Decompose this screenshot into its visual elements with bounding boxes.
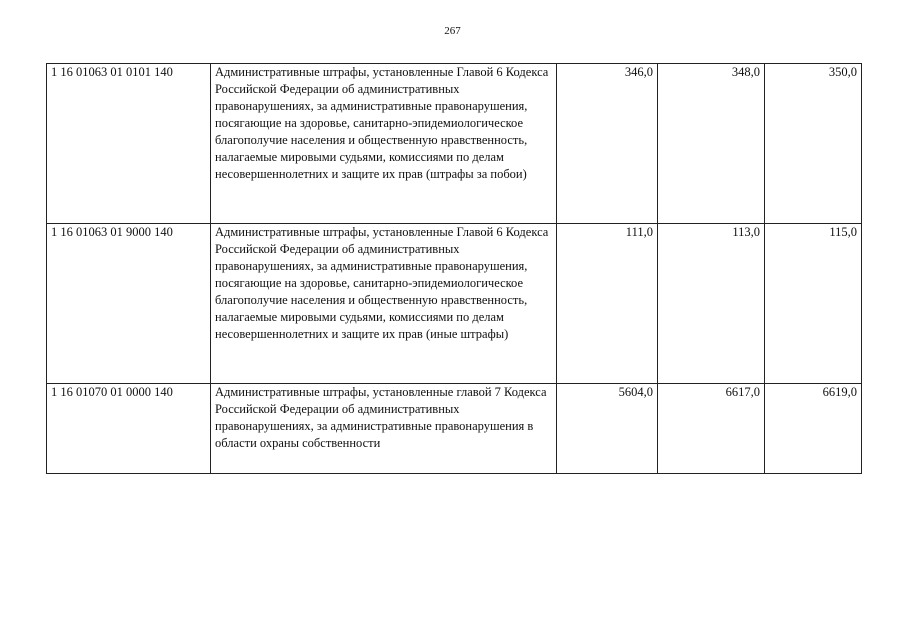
description-cell: Административные штрафы, установленные Главой 6 Кодекса Российской Федерации об административных правонарушениях, за административные правонарушения, посягающие на здоровье, санитарно-эпидемиологическое благополучие населения и общественную нравственность, налагаемые мировыми судьями, комиссиями по делам несовершеннолетних и защите их прав (штрафы за побои) — [211, 64, 557, 224]
revenue-table — [46, 63, 862, 474]
page-number: 267 — [444, 25, 461, 37]
budget-code-cell: 1 16 01063 01 0101 140 — [47, 64, 211, 224]
value-year-1-cell: 111,0 — [557, 224, 658, 384]
table-row — [47, 224, 862, 384]
description-cell: Административные штрафы, установленные главой 7 Кодекса Российской Федерации об административных правонарушениях, за административные правонарушения в области охраны собственности — [211, 384, 557, 474]
value-year-3-cell: 350,0 — [765, 64, 862, 224]
value-year-3-cell: 6619,0 — [765, 384, 862, 474]
value-year-3-cell: 115,0 — [765, 224, 862, 384]
table-row — [47, 64, 862, 224]
value-year-2-cell: 348,0 — [658, 64, 765, 224]
value-year-1-cell: 5604,0 — [557, 384, 658, 474]
value-year-2-cell: 113,0 — [658, 224, 765, 384]
value-year-2-cell: 6617,0 — [658, 384, 765, 474]
description-cell: Административные штрафы, установленные Главой 6 Кодекса Российской Федерации об административных правонарушениях, за административные правонарушения, посягающие на здоровье, санитарно-эпидемиологическое благополучие населения и общественную нравственность, налагаемые мировыми судьями, комиссиями по делам несовершеннолетних и защите их прав (иные штрафы) — [211, 224, 557, 384]
budget-code-cell: 1 16 01070 01 0000 140 — [47, 384, 211, 474]
budget-code-cell: 1 16 01063 01 9000 140 — [47, 224, 211, 384]
value-year-1-cell: 346,0 — [557, 64, 658, 224]
table-row — [47, 384, 862, 474]
